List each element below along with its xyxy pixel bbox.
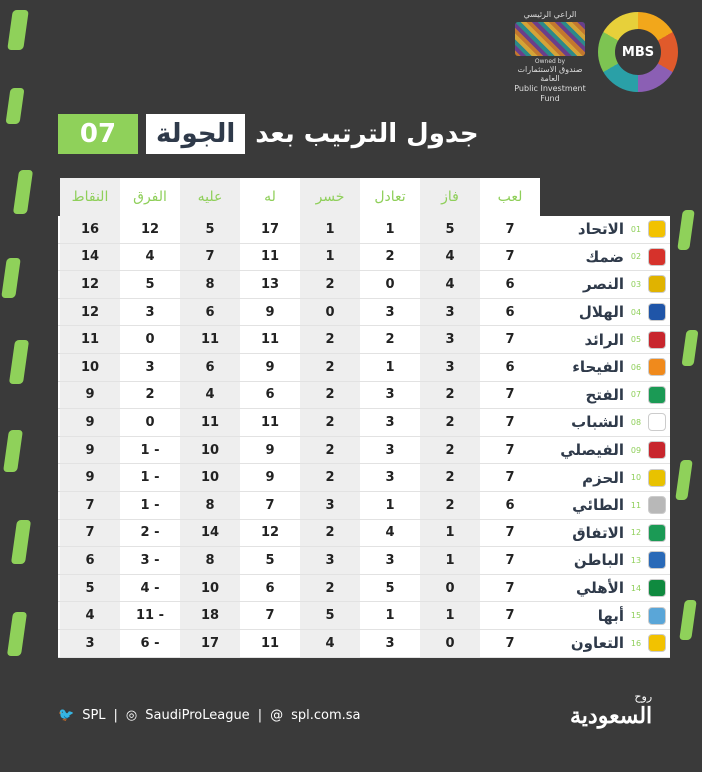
cell-lost: 2 bbox=[300, 575, 360, 602]
cell-drawn: 4 bbox=[385, 525, 395, 541]
table-row bbox=[58, 271, 670, 299]
cell-goals-against: 14 bbox=[180, 520, 240, 547]
table-row bbox=[58, 299, 670, 327]
cell-goals-against: 17 bbox=[180, 630, 240, 657]
cell-points: 3 bbox=[60, 630, 120, 657]
cell-goals-for: 17 bbox=[260, 221, 280, 237]
cell-goal-diff: 12 bbox=[140, 221, 160, 237]
cell-played: 6 bbox=[505, 359, 515, 375]
bg-stripe bbox=[7, 10, 29, 50]
team-name: الأهلي bbox=[575, 579, 624, 598]
cell-goal-diff: 11 - bbox=[135, 608, 164, 624]
team-cell bbox=[540, 409, 670, 436]
cell-won: 1 bbox=[420, 602, 480, 629]
cell-lost: 0 bbox=[300, 299, 360, 326]
league-logo-text: MBS bbox=[615, 29, 661, 75]
cell-points: 7 bbox=[60, 520, 120, 547]
cell-goals-for: 7 bbox=[265, 608, 275, 624]
cell-goal-diff: 4 - bbox=[140, 580, 160, 596]
cell-drawn: 5 bbox=[385, 580, 395, 596]
cell-lost: 2 bbox=[300, 464, 360, 491]
cell-goal-diff: 3 bbox=[145, 359, 155, 375]
team-crest-icon bbox=[648, 579, 666, 597]
cell-won: 1 bbox=[420, 520, 480, 547]
cell-goal-diff: 1 - bbox=[140, 497, 160, 513]
cell-goals-for: 9 bbox=[265, 442, 275, 458]
league-logo bbox=[598, 12, 678, 92]
team-cell bbox=[540, 299, 670, 326]
table-header bbox=[58, 178, 670, 216]
cell-goal-diff: 3 - bbox=[140, 552, 160, 568]
team-name: أبها bbox=[597, 606, 624, 625]
cell-played: 7 bbox=[505, 552, 515, 568]
cell-goals-for: 5 bbox=[265, 552, 275, 568]
cell-lost: 5 bbox=[300, 602, 360, 629]
cell-drawn: 0 bbox=[385, 276, 395, 292]
cell-won: 2 bbox=[420, 437, 480, 464]
team-position: 09 bbox=[630, 445, 642, 455]
cell-points: 14 bbox=[60, 244, 120, 271]
team-cell bbox=[540, 575, 670, 602]
cell-goal-diff: 0 bbox=[145, 332, 155, 348]
cell-played: 7 bbox=[505, 414, 515, 430]
cell-goals-for: 11 bbox=[260, 414, 280, 430]
cell-goal-diff: 1 - bbox=[140, 442, 160, 458]
footer bbox=[58, 708, 360, 723]
cell-goal-diff: 6 - bbox=[140, 635, 160, 651]
cell-goals-for: 13 bbox=[260, 276, 280, 292]
cell-drawn: 1 bbox=[385, 608, 395, 624]
cell-goal-diff: 2 - bbox=[140, 525, 160, 541]
team-position: 15 bbox=[630, 611, 642, 621]
col-won: فاز bbox=[420, 178, 480, 216]
team-position: 01 bbox=[630, 224, 642, 234]
col-lost: خسر bbox=[300, 178, 360, 216]
cell-drawn: 3 bbox=[385, 414, 395, 430]
team-position: 10 bbox=[630, 473, 642, 483]
cell-won: 3 bbox=[420, 326, 480, 353]
team-position: 06 bbox=[630, 362, 642, 372]
web-icon: @ bbox=[270, 708, 284, 723]
sponsor-label: الراعي الرئيسي bbox=[523, 10, 577, 19]
cell-goals-for: 9 bbox=[265, 304, 275, 320]
team-crest-icon bbox=[648, 275, 666, 293]
table-row bbox=[58, 492, 670, 520]
cell-drawn: 1 bbox=[385, 221, 395, 237]
cell-goals-against: 10 bbox=[180, 575, 240, 602]
cell-goals-against: 6 bbox=[180, 354, 240, 381]
team-cell bbox=[540, 602, 670, 629]
title-text: جدول الترتيب بعد bbox=[255, 119, 479, 149]
cell-lost: 2 bbox=[300, 382, 360, 409]
team-crest-icon bbox=[648, 303, 666, 321]
cell-points: 7 bbox=[60, 492, 120, 519]
twitter-handle[interactable]: SPL bbox=[82, 708, 106, 723]
bg-stripe bbox=[681, 330, 698, 366]
team-position: 02 bbox=[630, 252, 642, 262]
team-crest-icon bbox=[648, 386, 666, 404]
cell-goals-for: 6 bbox=[265, 387, 275, 403]
col-drawn: تعادل bbox=[360, 178, 420, 216]
cell-won: 2 bbox=[420, 492, 480, 519]
cell-goals-against: 8 bbox=[180, 271, 240, 298]
team-cell bbox=[540, 326, 670, 353]
cell-played: 7 bbox=[505, 249, 515, 265]
cell-played: 7 bbox=[505, 442, 515, 458]
team-crest-icon bbox=[648, 469, 666, 487]
team-position: 14 bbox=[630, 583, 642, 593]
team-name: الشباب bbox=[571, 413, 624, 432]
cell-lost: 2 bbox=[300, 354, 360, 381]
cell-points: 4 bbox=[60, 602, 120, 629]
cell-goal-diff: 2 bbox=[145, 387, 155, 403]
cell-played: 7 bbox=[505, 332, 515, 348]
cell-drawn: 3 bbox=[385, 304, 395, 320]
team-crest-icon bbox=[648, 248, 666, 266]
team-crest-icon bbox=[648, 331, 666, 349]
team-name: الهلال bbox=[578, 303, 624, 322]
round-number: 07 bbox=[58, 114, 138, 154]
team-crest-icon bbox=[648, 634, 666, 652]
cell-goals-for: 12 bbox=[260, 525, 280, 541]
sponsor-logo bbox=[510, 10, 590, 103]
bg-stripe bbox=[3, 430, 23, 472]
cell-lost: 2 bbox=[300, 409, 360, 436]
cell-goal-diff: 3 bbox=[145, 304, 155, 320]
bg-stripe bbox=[5, 88, 24, 124]
cell-lost: 2 bbox=[300, 520, 360, 547]
cell-goals-for: 11 bbox=[260, 249, 280, 265]
cell-won: 5 bbox=[420, 216, 480, 243]
cell-points: 16 bbox=[60, 216, 120, 243]
cell-goals-against: 8 bbox=[180, 547, 240, 574]
team-name: الحزم bbox=[582, 468, 624, 487]
cell-drawn: 3 bbox=[385, 635, 395, 651]
team-cell bbox=[540, 271, 670, 298]
sponsor-fund-en: Public Investment Fund bbox=[514, 83, 586, 103]
cell-won: 3 bbox=[420, 299, 480, 326]
team-cell bbox=[540, 630, 670, 657]
table-row bbox=[58, 216, 670, 244]
table-row bbox=[58, 630, 670, 658]
cell-played: 7 bbox=[505, 387, 515, 403]
cell-drawn: 3 bbox=[385, 552, 395, 568]
team-crest-icon bbox=[648, 551, 666, 569]
bg-stripe bbox=[13, 170, 33, 214]
cell-points: 9 bbox=[60, 409, 120, 436]
team-position: 11 bbox=[630, 500, 642, 510]
team-name: النصر bbox=[582, 275, 624, 294]
team-name: الباطن bbox=[573, 551, 624, 570]
team-cell bbox=[540, 216, 670, 243]
cell-won: 4 bbox=[420, 271, 480, 298]
team-cell bbox=[540, 492, 670, 519]
team-name: الفتح bbox=[585, 385, 624, 404]
standings-table bbox=[58, 178, 670, 658]
bg-stripe bbox=[675, 460, 693, 500]
team-crest-icon bbox=[648, 607, 666, 625]
cell-goal-diff: 4 bbox=[145, 249, 155, 265]
team-cell bbox=[540, 464, 670, 491]
team-crest-icon bbox=[648, 413, 666, 431]
cell-points: 5 bbox=[60, 575, 120, 602]
cell-goals-for: 6 bbox=[265, 580, 275, 596]
cell-played: 6 bbox=[505, 276, 515, 292]
team-cell bbox=[540, 437, 670, 464]
bg-stripe bbox=[9, 340, 29, 384]
team-crest-icon bbox=[648, 496, 666, 514]
table-row bbox=[58, 464, 670, 492]
team-crest-icon bbox=[648, 524, 666, 542]
cell-drawn: 3 bbox=[385, 470, 395, 486]
team-name: التعاون bbox=[570, 634, 624, 653]
cell-played: 7 bbox=[505, 221, 515, 237]
brand-big: السعودية bbox=[570, 703, 653, 729]
cell-played: 7 bbox=[505, 635, 515, 651]
cell-drawn: 1 bbox=[385, 497, 395, 513]
cell-goal-diff: 5 bbox=[145, 276, 155, 292]
team-name: الطائي bbox=[572, 496, 624, 515]
instagram-icon: ◎ bbox=[125, 708, 138, 723]
cell-points: 12 bbox=[60, 299, 120, 326]
cell-goals-for: 9 bbox=[265, 359, 275, 375]
header-spacer bbox=[540, 178, 670, 216]
table-row bbox=[58, 244, 670, 272]
cell-points: 9 bbox=[60, 437, 120, 464]
col-goals-against: عليه bbox=[180, 178, 240, 216]
cell-played: 7 bbox=[505, 470, 515, 486]
cell-points: 9 bbox=[60, 464, 120, 491]
bg-stripe bbox=[679, 600, 697, 640]
team-position: 08 bbox=[630, 417, 642, 427]
separator: | bbox=[257, 708, 263, 723]
sponsor-pattern bbox=[515, 22, 585, 56]
team-cell bbox=[540, 520, 670, 547]
sponsor-fund-ar: صندوق الاستثمارات العامة bbox=[517, 64, 583, 84]
cell-goal-diff: 1 - bbox=[140, 470, 160, 486]
col-goals-for: له bbox=[240, 178, 300, 216]
team-position: 03 bbox=[630, 279, 642, 289]
cell-points: 10 bbox=[60, 354, 120, 381]
cell-lost: 2 bbox=[300, 437, 360, 464]
bg-stripe bbox=[7, 612, 27, 656]
team-position: 16 bbox=[630, 638, 642, 648]
cell-goals-against: 8 bbox=[180, 492, 240, 519]
table-row bbox=[58, 326, 670, 354]
cell-played: 6 bbox=[505, 497, 515, 513]
bg-stripe bbox=[677, 210, 695, 250]
bg-stripe bbox=[11, 520, 31, 564]
cell-points: 11 bbox=[60, 326, 120, 353]
team-position: 07 bbox=[630, 390, 642, 400]
team-crest-icon bbox=[648, 441, 666, 459]
brand-logo bbox=[570, 690, 652, 729]
team-name: الاتفاق bbox=[572, 523, 624, 542]
cell-lost: 3 bbox=[300, 547, 360, 574]
team-cell bbox=[540, 382, 670, 409]
team-position: 04 bbox=[630, 307, 642, 317]
bg-stripe bbox=[1, 258, 21, 298]
cell-lost: 3 bbox=[300, 492, 360, 519]
separator: | bbox=[113, 708, 118, 723]
team-name: الفيحاء bbox=[572, 358, 624, 377]
col-goal-diff: الفرق bbox=[120, 178, 180, 216]
team-cell bbox=[540, 354, 670, 381]
cell-won: 2 bbox=[420, 409, 480, 436]
sponsor-owned-by: Owned by bbox=[534, 57, 566, 65]
team-name: الفيصلي bbox=[560, 441, 624, 460]
cell-points: 9 bbox=[60, 382, 120, 409]
cell-drawn: 1 bbox=[385, 359, 395, 375]
cell-goals-for: 11 bbox=[260, 635, 280, 651]
cell-lost: 2 bbox=[300, 271, 360, 298]
cell-won: 0 bbox=[420, 630, 480, 657]
cell-won: 2 bbox=[420, 464, 480, 491]
website-link[interactable]: spl.com.sa bbox=[291, 708, 361, 723]
cell-goals-against: 10 bbox=[180, 437, 240, 464]
cell-lost: 1 bbox=[300, 244, 360, 271]
cell-won: 0 bbox=[420, 575, 480, 602]
cell-won: 2 bbox=[420, 382, 480, 409]
cell-goals-against: 18 bbox=[180, 602, 240, 629]
cell-goals-against: 4 bbox=[180, 382, 240, 409]
team-name: الرائد bbox=[584, 330, 624, 349]
table-row bbox=[58, 437, 670, 465]
team-name: ضمك bbox=[585, 247, 624, 266]
cell-goals-for: 11 bbox=[260, 332, 280, 348]
twitter-icon: 🐦 bbox=[58, 708, 75, 723]
team-cell bbox=[540, 244, 670, 271]
team-crest-icon bbox=[648, 220, 666, 238]
col-played: لعب bbox=[480, 178, 540, 216]
cell-goals-against: 10 bbox=[180, 464, 240, 491]
team-position: 12 bbox=[630, 528, 642, 538]
team-crest-icon bbox=[648, 358, 666, 376]
cell-lost: 4 bbox=[300, 630, 360, 657]
cell-drawn: 2 bbox=[385, 249, 395, 265]
cell-drawn: 3 bbox=[385, 387, 395, 403]
cell-played: 7 bbox=[505, 580, 515, 596]
team-position: 05 bbox=[630, 335, 642, 345]
cell-points: 6 bbox=[60, 547, 120, 574]
page-title bbox=[58, 112, 558, 156]
team-position: 13 bbox=[630, 555, 642, 565]
cell-goal-diff: 0 bbox=[145, 414, 155, 430]
team-name: الاتحاد bbox=[577, 220, 624, 239]
cell-goals-against: 5 bbox=[180, 216, 240, 243]
brand-small: روح bbox=[634, 690, 653, 703]
table-body bbox=[58, 216, 670, 658]
cell-goals-against: 7 bbox=[180, 244, 240, 271]
cell-points: 12 bbox=[60, 271, 120, 298]
table-row bbox=[58, 409, 670, 437]
cell-drawn: 2 bbox=[385, 332, 395, 348]
cell-goals-for: 7 bbox=[265, 497, 275, 513]
cell-won: 1 bbox=[420, 547, 480, 574]
cell-goals-for: 9 bbox=[265, 470, 275, 486]
col-points: النقاط bbox=[60, 178, 120, 216]
cell-goals-against: 11 bbox=[180, 326, 240, 353]
table-row bbox=[58, 575, 670, 603]
cell-played: 7 bbox=[505, 608, 515, 624]
table-row bbox=[58, 602, 670, 630]
cell-won: 4 bbox=[420, 244, 480, 271]
table-row bbox=[58, 354, 670, 382]
cell-goals-against: 11 bbox=[180, 409, 240, 436]
cell-goals-against: 6 bbox=[180, 299, 240, 326]
cell-played: 7 bbox=[505, 525, 515, 541]
cell-lost: 1 bbox=[300, 216, 360, 243]
table-row bbox=[58, 382, 670, 410]
table-row bbox=[58, 547, 670, 575]
table-row bbox=[58, 520, 670, 548]
title-highlight: الجولة bbox=[146, 114, 245, 154]
team-cell bbox=[540, 547, 670, 574]
cell-drawn: 3 bbox=[385, 442, 395, 458]
cell-won: 3 bbox=[420, 354, 480, 381]
cell-played: 6 bbox=[505, 304, 515, 320]
instagram-handle[interactable]: SaudiProLeague bbox=[145, 708, 250, 723]
cell-lost: 2 bbox=[300, 326, 360, 353]
